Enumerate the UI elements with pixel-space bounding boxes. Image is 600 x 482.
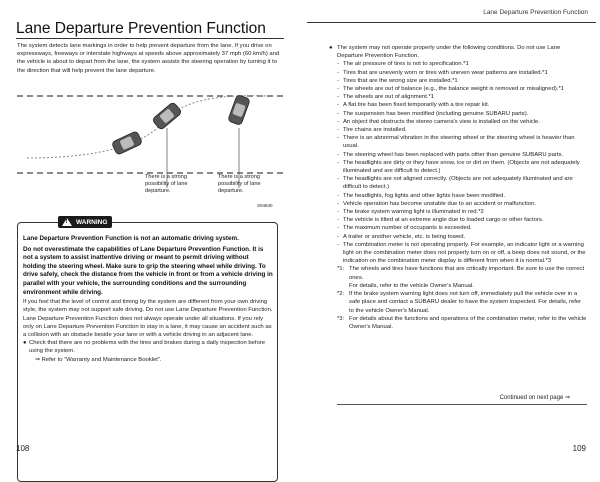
dash-marker: - xyxy=(337,61,339,68)
list-item-text: The headlights are dirty or they have snow, ice or dirt on them. (Objects are not adequately illuminated and are difficult to detect.) xyxy=(343,159,580,175)
dash-marker: - xyxy=(337,86,339,93)
dash-marker: - xyxy=(337,151,339,158)
list-item xyxy=(337,216,587,224)
warning-ref: ⇒ Refer to “Warranty and Maintenance Booklet”. xyxy=(35,356,162,363)
dash-marker: - xyxy=(337,94,339,101)
list-item xyxy=(337,85,587,93)
list-item-text: The headlights are not aligned correctly. (Objects are not adequately illuminated and are difficult to detect.) xyxy=(343,176,573,191)
list-item-text: A flat tire has been fixed temporarily with a tire repair kit. xyxy=(343,102,490,109)
dash-marker: - xyxy=(337,77,339,84)
footnote xyxy=(337,315,587,331)
dash-marker: - xyxy=(337,225,339,232)
list-item xyxy=(337,208,587,216)
list-item-text: Vehicle operation has become unstable due to an accident or malfunction. xyxy=(343,200,536,207)
list-item-text: There is an abnormal vibration in the steering wheel or the steering wheel is heavier than usual. xyxy=(343,135,575,150)
list-item xyxy=(337,93,587,101)
dash-marker: - xyxy=(337,176,339,183)
list-item xyxy=(337,77,587,85)
figure-caption-right: There is a strong possibility of lane departure. xyxy=(218,174,261,194)
list-item-text: The combination meter is not operating properly. For example, an indicator light or a warning light on the combination meter does not properly turn on or off, a beep does not sound, or the indication on the combination meter display is different from when it is normal.*3 xyxy=(343,241,586,265)
page-title: Lane Departure Prevention Function xyxy=(16,20,266,37)
list-item xyxy=(337,69,587,77)
footnote-key: *1: xyxy=(337,266,345,273)
footnote-key: *2: xyxy=(337,291,345,298)
figure-code: S04840 xyxy=(257,203,273,208)
list-item-text: The air pressure of tires is not to specification.*1 xyxy=(343,61,469,68)
list-item xyxy=(337,101,587,109)
list-item-text: A trailer or another vehicle, etc. is being towed. xyxy=(343,233,466,240)
list-item xyxy=(337,159,587,175)
figure-caption-left: There is a strong possibility of lane departure. xyxy=(145,174,188,194)
dash-marker: - xyxy=(337,200,339,207)
warning-label-text: WARNING xyxy=(76,218,108,226)
dash-marker: - xyxy=(337,209,339,216)
intro-paragraph: The system detects lane markings in order to help prevent departure from the lane. If you drive on expressways, freeways or interstate highways at speeds above approximately 37 mph (60 km/h) and the vehicle is about to depart from the lane, the system assists the steering operation by turning it to the direction that will help prevent the lane departure. xyxy=(17,43,280,74)
warning-para-1: If you feel that the level of control and timing by the system are different from your own driving style, the system may not support safe driving. Do not use Lane Departure Prevention Function. xyxy=(23,299,273,314)
list-item-text: The vehicle is tilted at an extreme angle due to loaded cargo or other factors. xyxy=(343,217,544,224)
list-item-text: Tires that are the wrong size are installed.*1 xyxy=(343,77,458,84)
title-rule xyxy=(16,38,284,39)
list-item-text: Tires that are unevenly worn or tires with uneven wear patterns are installed.*1 xyxy=(343,69,548,76)
list-item xyxy=(337,241,587,266)
car-3-icon xyxy=(228,94,251,125)
warning-para-2: Lane Departure Prevention Function does not always operate under all situations. If you rely only on Lane Departure Prevention Function to stay in a lane, it may cause an accident such as a collision with an obstacle beside your lane or with a vehicle driving in an adjacent lane. xyxy=(23,315,272,338)
list-item-text: Tire chains are installed. xyxy=(343,127,407,134)
list-item-text: The steering wheel has been replaced with parts other than genuine SUBARU parts. xyxy=(343,151,564,158)
list-item xyxy=(337,60,587,68)
footnote xyxy=(337,290,587,315)
footnote-text: The wheels and tires have functions that are critically important. Be sure to use the correct ones. xyxy=(349,266,585,281)
header-rule xyxy=(307,22,596,23)
list-item xyxy=(337,200,587,208)
continued-rule xyxy=(337,404,587,405)
lead-bullet: ● The system may not operate properly under the following conditions. Do not use Lane Departure Prevention Function. xyxy=(329,45,561,60)
list-item xyxy=(337,118,587,126)
dash-marker: - xyxy=(337,241,339,248)
page-number-left: 108 xyxy=(16,444,30,453)
dash-marker: - xyxy=(337,217,339,224)
list-item xyxy=(337,233,587,241)
footnote-text: For details about the functions and operations of the combination meter, refer to the vehicle Owner's Manual. xyxy=(349,315,587,330)
list-item xyxy=(337,134,587,150)
list-item xyxy=(337,224,587,232)
list-item-text: The wheels are out of balance (e.g., the balance weight is removed or misaligned).*1 xyxy=(343,86,565,93)
dash-marker: - xyxy=(337,135,339,142)
list-item-text: The wheels are out of alignment.*1 xyxy=(343,94,435,101)
dash-marker: - xyxy=(337,102,339,109)
warning-bold-1: Lane Departure Prevention Function is not an automatic driving system. xyxy=(23,235,239,242)
dash-marker: - xyxy=(337,69,339,76)
list-item xyxy=(337,151,587,159)
dash-marker: - xyxy=(337,118,339,125)
list-item-text: The headlights, fog lights and other lights have been modified. xyxy=(343,192,506,199)
list-item-text: The maximum number of occupants is exceeded. xyxy=(343,225,472,232)
list-item xyxy=(337,175,587,191)
right-column xyxy=(329,44,587,331)
dash-marker: - xyxy=(337,110,339,117)
bullet-icon: ● xyxy=(23,340,27,347)
list-item xyxy=(337,192,587,200)
footnote-key: *3: xyxy=(337,315,345,322)
car-1-icon xyxy=(111,131,142,156)
running-head: Lane Departure Prevention Function xyxy=(483,9,588,16)
list-item-text: An object that obstructs the stereo camera's view is installed on the vehicle. xyxy=(343,118,540,125)
dash-marker: - xyxy=(337,159,339,166)
list-item-text: The brake system warning light is illuminated in red.*2 xyxy=(343,209,484,216)
warning-bullet: ● Check that there are no problems with the tires and brakes during a daily inspection before using the system. xyxy=(23,340,266,355)
warning-label xyxy=(58,216,112,228)
list-item xyxy=(337,110,587,118)
dash-marker: - xyxy=(337,192,339,199)
footnotes xyxy=(337,265,587,331)
footnote-text: If the brake system warning light does not turn off, immediately pull the vehicle over in a safe place and contact a SUBARU dealer to have the system inspected. For details, refer to the vehicle Owner's Manual. xyxy=(349,291,582,314)
warning-content xyxy=(23,235,273,364)
trajectory-path xyxy=(27,96,267,158)
list-item xyxy=(337,126,587,134)
warning-bold-2: Do not overestimate the capabilities of Lane Departure Prevention Function. It is not a system to assist inattentive driving or meant to permit driving without holding the steering wheel. Make sure to grip the steering wheel while driving. To drive safely, check the distance from the vehicle in front or from a vehicle driving in parallel with your vehicle, the surrounding conditions and the surrounding environment while driving. xyxy=(23,245,273,296)
bullet-icon: ● xyxy=(329,45,333,51)
warning-icon: ! xyxy=(62,218,72,226)
conditions-list xyxy=(337,60,587,265)
continued-notice: Continued on next page ⇒ xyxy=(499,395,570,401)
footnote xyxy=(337,265,587,290)
dash-marker: - xyxy=(337,127,339,134)
list-item-text: The suspension has been modified (including genuine SUBARU parts). xyxy=(343,110,529,117)
page-number-right: 109 xyxy=(572,444,586,453)
car-2-icon xyxy=(152,102,182,131)
dash-marker: - xyxy=(337,233,339,240)
footnote-subtext: For details, refer to the vehicle Owner's Manual. xyxy=(349,282,474,289)
